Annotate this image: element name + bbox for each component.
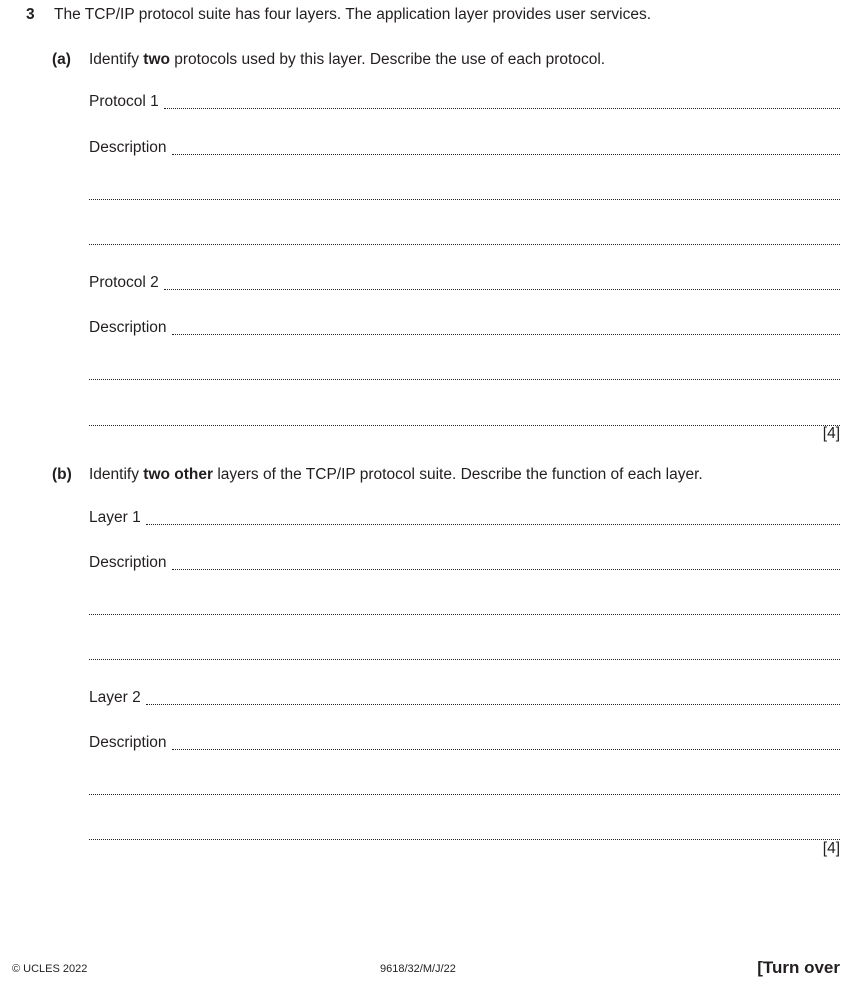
answer-line-a-3[interactable] (89, 183, 840, 203)
part-b-instruction (89, 466, 703, 484)
answer-line-label: Description (89, 554, 167, 571)
part-a-instruction (89, 51, 605, 69)
part-b-text-bold: two other (143, 466, 214, 483)
answer-line-label: Layer 2 (89, 689, 141, 706)
answer-line-b-2[interactable] (89, 553, 840, 573)
answer-line-b-5[interactable] (89, 688, 840, 708)
question-stem: The TCP/IP protocol suite has four layers. The application layer provides user services. (54, 6, 652, 23)
part-a-text-after: protocols used by this layer. Describe the use of each protocol. (169, 51, 606, 68)
answer-line-b-4[interactable] (89, 643, 840, 663)
answer-line-label: Description (89, 139, 167, 156)
answer-line-a-2[interactable] (89, 138, 840, 158)
footer-paper-code: 9618/32/M/J/22 (380, 963, 456, 975)
part-a-marks: [4] (822, 425, 840, 442)
dotted-line (164, 289, 840, 290)
part-a-text-before: Identify (89, 51, 144, 68)
question-number: 3 (26, 6, 35, 23)
answer-line-label: Description (89, 319, 167, 336)
dotted-line (164, 108, 840, 109)
answer-line-a-6[interactable] (89, 318, 840, 338)
part-b-text-before: Identify (89, 466, 144, 483)
footer-turn-over: [Turn over (757, 958, 840, 977)
answer-line-b-3[interactable] (89, 598, 840, 618)
answer-line-a-7[interactable] (89, 363, 840, 383)
dotted-line (89, 659, 840, 660)
dotted-line (89, 379, 840, 380)
dotted-line (172, 334, 840, 335)
dotted-line (146, 704, 840, 705)
dotted-line (146, 524, 840, 525)
dotted-line (172, 569, 840, 570)
answer-line-b-1[interactable] (89, 508, 840, 528)
part-b-text-after: layers of the TCP/IP protocol suite. Describe the function of each layer. (213, 466, 703, 483)
dotted-line (89, 794, 840, 795)
answer-line-b-6[interactable] (89, 733, 840, 753)
answer-line-label: Protocol 2 (89, 274, 159, 291)
answer-line-b-7[interactable] (89, 778, 840, 798)
dotted-line (89, 425, 840, 426)
part-b-marks: [4] (822, 840, 840, 857)
answer-line-label: Protocol 1 (89, 93, 159, 110)
part-b-label: (b) (52, 466, 72, 483)
dotted-line (89, 199, 840, 200)
dotted-line (89, 839, 840, 840)
footer-copyright: © UCLES 2022 (12, 963, 88, 975)
dotted-line (89, 614, 840, 615)
answer-line-label: Description (89, 734, 167, 751)
answer-line-b-8[interactable] (89, 823, 840, 843)
answer-line-label: Layer 1 (89, 509, 141, 526)
dotted-line (89, 244, 840, 245)
part-a-text-bold: two (143, 51, 170, 68)
answer-line-a-4[interactable] (89, 228, 840, 248)
answer-line-a-8[interactable] (89, 409, 840, 429)
answer-line-a-5[interactable] (89, 273, 840, 293)
dotted-line (172, 749, 840, 750)
dotted-line (172, 154, 840, 155)
part-a-label: (a) (52, 51, 71, 68)
answer-line-a-1[interactable] (89, 92, 840, 112)
